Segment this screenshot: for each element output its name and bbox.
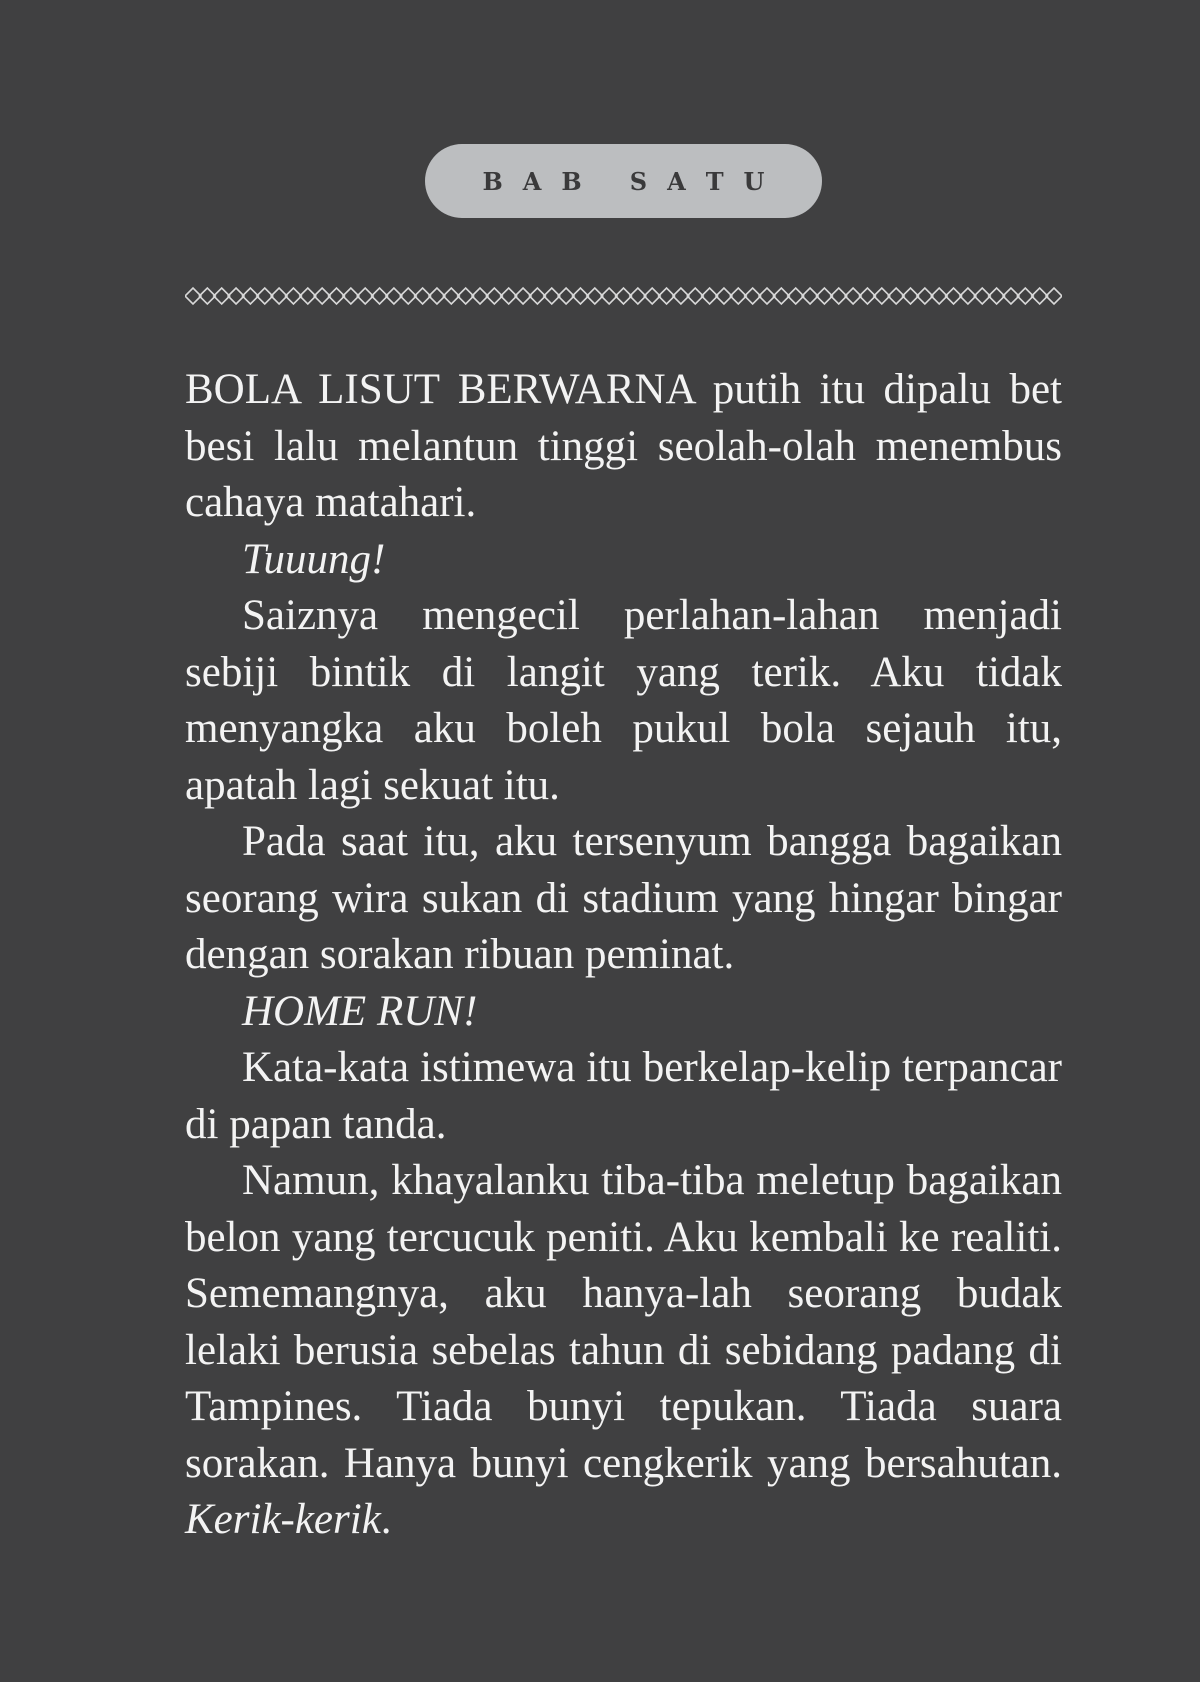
chapter-letter: T <box>705 166 724 196</box>
closing-period: . <box>380 1496 392 1543</box>
paragraph-opening: BOLA LISUT BERWARNA putih itu dipalu bet besi lalu melantun tinggi seolah-olah menembus cahaya matahari. <box>185 366 1062 526</box>
chapter-letter: A <box>522 166 542 196</box>
italic-sound: Tuuung! <box>242 535 386 583</box>
chapter-letter: B <box>482 166 503 196</box>
chapter-letter: B <box>561 166 582 196</box>
italic-cricket-sound: Kerik-kerik <box>185 1496 381 1543</box>
paragraph-closing <box>185 1153 1062 1549</box>
paragraph: Kata-kata istimewa itu berkelap-kelip terpancar di papan tanda. <box>185 1044 1062 1148</box>
paragraph-home-run <box>185 984 1062 1041</box>
paragraph: Saiznya mengecil perlahan-lahan menjadi sebiji bintik di langit yang terik. Aku tidak menyangka aku boleh pukul bola sejauh itu, apatah lagi sekuat itu. <box>185 592 1062 809</box>
chapter-letter: U <box>743 166 765 196</box>
closing-text: Namun, khayalanku tiba-tiba meletup bagaikan belon yang tercucuk peniti. Aku kembali ke realiti. Sememangnya, aku hanya-lah seorang budak lelaki berusia sebelas tahun di sebidang padang di Tampines. Tiada bunyi tepukan. Tiada suara sorakan. Hanya bunyi cengkerik yang bersahutan. <box>185 1157 1062 1487</box>
paragraph-sound-effect <box>185 532 1062 589</box>
chapter-body <box>185 362 1062 1549</box>
chapter-heading-label <box>473 167 775 196</box>
chapter-letter: S <box>629 166 648 196</box>
paragraph: Pada saat itu, aku tersenyum bangga bagaikan seorang wira sukan di stadium yang hingar bingar dengan sorakan ribuan peminat. <box>185 818 1062 978</box>
chapter-letter: A <box>667 166 686 196</box>
italic-exclamation: HOME RUN! <box>242 987 478 1035</box>
diamond-divider <box>185 286 1062 306</box>
chapter-heading-pill <box>425 144 822 218</box>
